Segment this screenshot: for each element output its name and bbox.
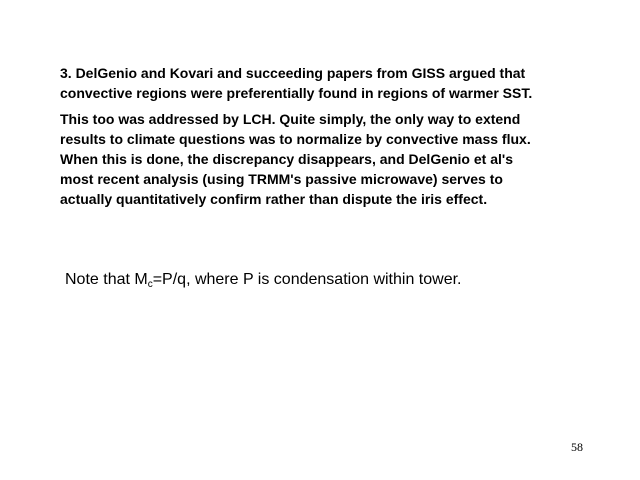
note-suffix: =P/q, where P is condensation within tower. [152,271,462,288]
note-subscript: c [147,279,153,290]
paragraph-giss-argument [60,63,580,103]
mass-flux-note [65,269,461,291]
paragraph-line: This too was addressed by LCH. Quite simply, the only way to extend [60,111,521,127]
paragraph-line: results to climate questions was to normalize by convective mass flux. [60,131,531,147]
paragraph-line: actually quantitatively confirm rather than dispute the iris effect. [60,191,488,207]
paragraph-line: 3. DelGenio and Kovari and succeeding papers from GISS argued that [60,65,526,81]
page-number: 58 [571,440,583,454]
paragraph-line: convective regions were preferentially found in regions of warmer SST. [60,85,533,101]
note-prefix: Note that M [65,271,148,288]
paragraph-line: When this is done, the discrepancy disappears, and DelGenio et al's [60,151,514,167]
paragraph-line: most recent analysis (using TRMM's passive microwave) serves to [60,171,503,187]
paragraph-lch-response [60,109,580,209]
